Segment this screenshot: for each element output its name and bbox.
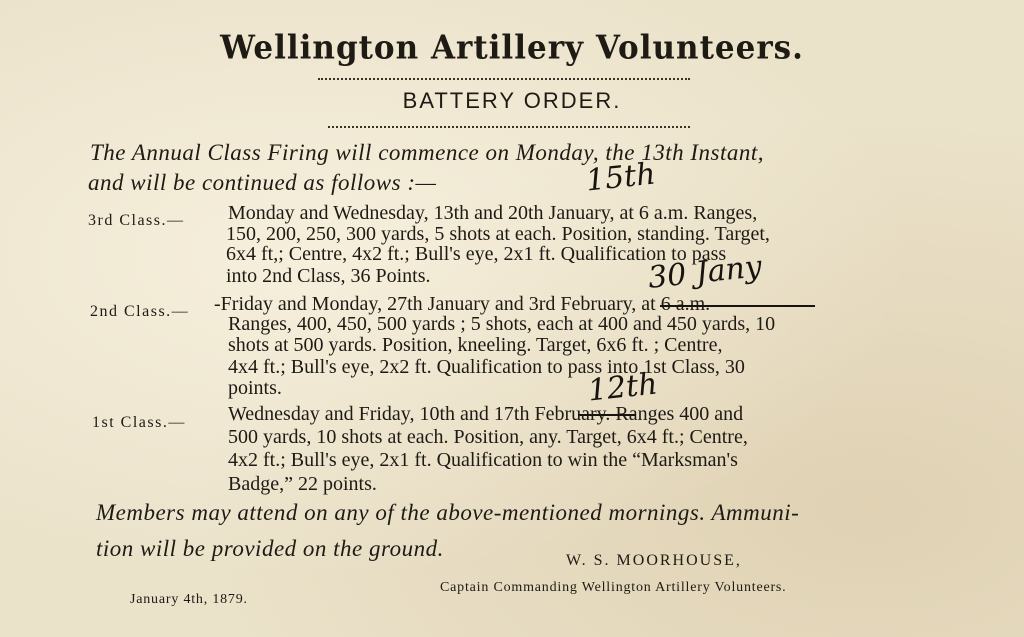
class-1-label: 1st Class.—	[92, 414, 186, 431]
class-3-label: 3rd Class.—	[88, 212, 185, 229]
class-1-line-3: 4x2 ft.; Bull's eye, 2x1 ft. Qualification to win the “Marksman's	[228, 449, 738, 471]
class-1-line-2: 500 yards, 10 shots at each. Position, any. Target, 6x4 ft.; Centre,	[228, 426, 748, 448]
class-3-line-3: 6x4 ft,; Centre, 4x2 ft.; Bull's eye, 2x1 ft. Qualification to pass	[226, 243, 727, 265]
document-subtitle: BATTERY ORDER.	[402, 88, 622, 113]
handwritten-correction-30-jany: 30 Jany	[646, 249, 764, 296]
class-2-line-3: shots at 500 yards. Position, kneeling. Target, 6x6 ft. ; Centre,	[228, 334, 723, 356]
handwritten-correction-12th: 12th	[586, 366, 660, 409]
intro-line-2: and will be continued as follows :—	[88, 170, 437, 195]
document-title: Wellington Artillery Volunteers.	[220, 29, 804, 67]
class-1-line-1: Wednesday and Friday, 10th and 17th February. Ranges 400 and	[228, 403, 744, 425]
class-2-line-5: points.	[228, 377, 282, 399]
signature-name: W. S. MOORHOUSE,	[566, 552, 742, 569]
strikethrough-mark	[660, 305, 815, 307]
title-divider-bottom	[328, 126, 690, 128]
class-3-line-1: Monday and Wednesday, 13th and 20th January, at 6 a.m. Ranges,	[228, 202, 758, 224]
handwritten-correction-15th: 15th	[584, 156, 658, 199]
class-2-label: 2nd Class.—	[90, 303, 190, 320]
class-3-line-2: 150, 200, 250, 300 yards, 5 shots at each. Position, standing. Target,	[226, 223, 770, 245]
intro-line-1: The Annual Class Firing will commence on Monday, the 13th Instant,	[90, 140, 764, 165]
title-divider-top	[318, 78, 690, 80]
strikethrough-mark-17th	[578, 414, 636, 416]
document-date: January 4th, 1879.	[130, 592, 248, 607]
closing-line-2: tion will be provided on the ground.	[96, 536, 444, 561]
closing-line-1: Members may attend on any of the above-mentioned mornings. Ammuni-	[96, 500, 800, 525]
class-1-line-4: Badge,” 22 points.	[228, 473, 377, 495]
class-2-line-1: -Friday and Monday, 27th January and 3rd February, at 6 a.m.	[214, 293, 711, 315]
signature-title: Captain Commanding Wellington Artillery Volunteers.	[440, 580, 787, 595]
class-2-line-2: Ranges, 400, 450, 500 yards ; 5 shots, each at 400 and 450 yards, 10	[228, 313, 776, 335]
class-2-line-4: 4x4 ft.; Bull's eye, 2x2 ft. Qualification to pass into 1st Class, 30	[228, 356, 745, 378]
class-3-line-4: into 2nd Class, 36 Points.	[226, 265, 431, 287]
